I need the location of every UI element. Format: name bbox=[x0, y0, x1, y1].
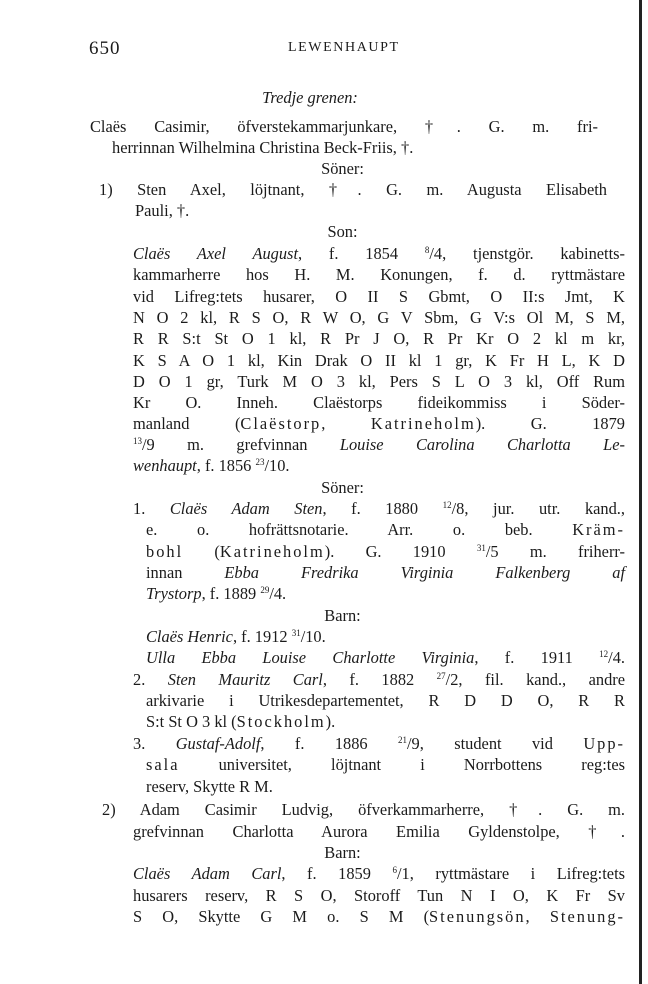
running-title: LEWENHAUPT bbox=[288, 40, 400, 55]
text-line bbox=[133, 864, 625, 884]
text-run: Kr O. Inneh. Claëstorps fideikommiss i Söder- bbox=[133, 393, 625, 412]
text-run: /1, ryttmästare i Lifreg:tets bbox=[396, 864, 625, 883]
date-superscript: 12 bbox=[599, 649, 609, 659]
text-run: grefvinnan Charlotta Aurora Emilia Gyldenstolpe, †. bbox=[133, 822, 625, 841]
text-run: /10. bbox=[264, 456, 290, 475]
text-run: 2) Adam Casimir Ludvig, öfverkammarherre, †. G. m. bbox=[102, 800, 625, 819]
text-run: /10. bbox=[300, 627, 326, 646]
text-run: /4, tjenstgör. kabinetts- bbox=[429, 244, 625, 263]
text-line bbox=[146, 520, 625, 540]
text-run: Söner: bbox=[321, 159, 364, 178]
text-line bbox=[133, 435, 625, 455]
text-run: , f. 1882 bbox=[322, 670, 437, 689]
text-line bbox=[133, 907, 625, 927]
text-run: Stenungsön bbox=[429, 907, 526, 926]
date-superscript: 6 bbox=[392, 865, 397, 875]
name-italic: Claës Adam Sten bbox=[169, 499, 323, 518]
text-line bbox=[133, 499, 625, 519]
date-superscript: 13 bbox=[133, 436, 142, 446]
text-line bbox=[146, 691, 625, 711]
name-italic: Trystorp bbox=[146, 584, 202, 603]
text-run: e. o. hofrättsnotarie. Arr. o. beb. bbox=[146, 520, 573, 539]
text-run: , f. 1889 bbox=[201, 584, 261, 603]
text-line bbox=[133, 734, 625, 754]
date-superscript: 27 bbox=[436, 671, 446, 681]
text-run: , f. 1854 bbox=[298, 244, 425, 263]
text-run: Barn: bbox=[324, 606, 361, 625]
text-run: N O 2 kl, R S O, R W O, G V Sbm, G V:s Ol M, S M, bbox=[133, 308, 625, 327]
text-run: 2. bbox=[133, 670, 168, 689]
text-run: vid Lifreg:tets husarer, O II S Gbmt, O II:s Jmt, K bbox=[133, 287, 625, 306]
date-superscript: 29 bbox=[260, 585, 270, 595]
text-run: Stenung- bbox=[549, 907, 625, 926]
text-line bbox=[133, 670, 625, 690]
text-run: Upp- bbox=[583, 734, 626, 753]
text-run: herrinnan Wilhelmina Christina Beck-Friis, †. bbox=[112, 138, 414, 157]
date-superscript: 12 bbox=[442, 500, 452, 510]
text-run: bohl bbox=[146, 542, 184, 561]
text-line bbox=[135, 201, 189, 221]
text-run: universitet, löjtnant i Norrbottens reg:tes bbox=[179, 755, 625, 774]
text-line bbox=[146, 712, 335, 732]
text-run: 3. bbox=[133, 734, 176, 753]
text-run: manland ( bbox=[133, 414, 241, 433]
name-italic: Louise Carolina Charlotta Le- bbox=[339, 435, 625, 454]
text-run: , f. 1911 bbox=[474, 648, 600, 667]
text-line bbox=[0, 478, 648, 498]
text-line bbox=[0, 843, 648, 863]
text-line bbox=[90, 117, 598, 137]
text-line bbox=[133, 886, 625, 906]
text-run: reserv, Skytte R M. bbox=[146, 777, 273, 796]
text-run: ). G. 1910 bbox=[324, 542, 477, 561]
text-line bbox=[146, 542, 625, 562]
text-line bbox=[102, 800, 625, 820]
text-run: Claëstorp bbox=[240, 414, 322, 433]
text-run: Katrineholm bbox=[370, 414, 476, 433]
text-line bbox=[133, 308, 625, 328]
name-italic: Claës Henric bbox=[146, 627, 233, 646]
text-run: husarers reserv, R S O, Storoff Tun N I O, K Fr Sv bbox=[133, 886, 625, 905]
text-run: /9, student vid bbox=[407, 734, 584, 753]
name-italic: Ebba Fredrika Virginia Falkenberg af bbox=[224, 563, 626, 582]
text-run: 1) Sten Axel, löjtnant, †. G. m. Augusta Elisabeth bbox=[99, 180, 607, 199]
name-italic: Claës Adam Carl bbox=[133, 864, 282, 883]
text-line bbox=[133, 265, 625, 285]
text-line bbox=[146, 563, 625, 583]
text-run: Söner: bbox=[321, 478, 364, 497]
text-line bbox=[133, 414, 625, 434]
text-line bbox=[133, 822, 625, 842]
text-run: R R S:t St O 1 kl, R Pr J O, R Pr Kr O 2 kl m kr, bbox=[133, 329, 625, 348]
text-run: ( bbox=[183, 542, 220, 561]
name-italic: wenhaupt bbox=[133, 456, 197, 475]
text-line bbox=[133, 287, 625, 307]
text-run: , f. 1859 bbox=[281, 864, 393, 883]
text-line bbox=[146, 755, 625, 775]
text-run: Kräm- bbox=[572, 520, 625, 539]
date-superscript: 31 bbox=[476, 543, 486, 553]
text-run: D O 1 gr, Turk M O 3 kl, Pers S L O 3 kl, Off Rum bbox=[133, 372, 625, 391]
text-run: Stockholm bbox=[236, 712, 326, 731]
text-line bbox=[133, 372, 625, 392]
text-run: S:t St O 3 kl ( bbox=[146, 712, 237, 731]
text-line bbox=[0, 159, 648, 179]
name-italic: Claës Axel August bbox=[133, 244, 298, 263]
text-run: S O, Skytte G M o. S M ( bbox=[133, 907, 430, 926]
date-superscript: 8 bbox=[424, 245, 430, 255]
text-line bbox=[146, 627, 326, 647]
date-superscript: 23 bbox=[255, 457, 265, 467]
text-run: /4. bbox=[269, 584, 287, 603]
text-run: Son: bbox=[327, 222, 358, 241]
text-run: Pauli, †. bbox=[135, 201, 190, 220]
name-italic: Sten Mauritz Carl bbox=[167, 670, 323, 689]
text-run: 1. bbox=[133, 499, 170, 518]
text-line bbox=[133, 329, 625, 349]
text-run: , f. 1880 bbox=[322, 499, 443, 518]
text-line bbox=[133, 393, 625, 413]
text-line bbox=[133, 456, 290, 476]
text-run: /8, jur. utr. kand., bbox=[451, 499, 625, 518]
text-run: , f. 1856 bbox=[196, 456, 256, 475]
text-line bbox=[112, 138, 413, 158]
text-run: /5 m. friherr- bbox=[485, 542, 626, 561]
text-run: /4. bbox=[608, 648, 625, 667]
text-run: arkivarie i Utrikesdepartementet, R D D O, R R bbox=[146, 691, 625, 710]
text-run: K S A O 1 kl, Kin Drak O II kl 1 gr, K Fr H L, K D bbox=[133, 351, 625, 370]
text-line bbox=[0, 606, 648, 626]
date-superscript: 21 bbox=[398, 735, 407, 745]
text-line bbox=[146, 777, 273, 797]
text-run: Claës Casimir, öfverstekammarjunkare, †. G. m. fri- bbox=[90, 117, 598, 136]
name-italic: Ulla Ebba Louise Charlotte Virginia bbox=[146, 648, 475, 667]
text-run: /2, fil. kand., andre bbox=[445, 670, 626, 689]
text-line bbox=[0, 88, 620, 108]
text-run: , f. 1912 bbox=[232, 627, 292, 646]
date-superscript: 31 bbox=[291, 628, 301, 638]
text-line bbox=[133, 244, 625, 264]
text-run: kammarherre hos H. M. Konungen, f. d. ryttmästare bbox=[133, 265, 625, 284]
name-italic: Tredje grenen: bbox=[262, 88, 358, 107]
text-line bbox=[146, 648, 625, 668]
text-run: , bbox=[321, 414, 371, 433]
text-run: ). G. 1879 bbox=[475, 414, 625, 433]
text-run: , bbox=[525, 907, 550, 926]
text-line bbox=[0, 222, 648, 242]
text-run: Katrineholm bbox=[219, 542, 325, 561]
text-line bbox=[99, 180, 607, 200]
text-run: sala bbox=[146, 755, 180, 774]
text-line bbox=[146, 584, 286, 604]
name-italic: Gustaf-Adolf bbox=[175, 734, 261, 753]
page-number: 650 bbox=[89, 38, 121, 59]
text-line bbox=[133, 351, 625, 371]
text-run: ). bbox=[325, 712, 336, 731]
text-run: innan bbox=[146, 563, 225, 582]
text-run: /9 m. grefvinnan bbox=[142, 435, 340, 454]
text-run: Barn: bbox=[324, 843, 361, 862]
text-run: , f. 1886 bbox=[260, 734, 398, 753]
